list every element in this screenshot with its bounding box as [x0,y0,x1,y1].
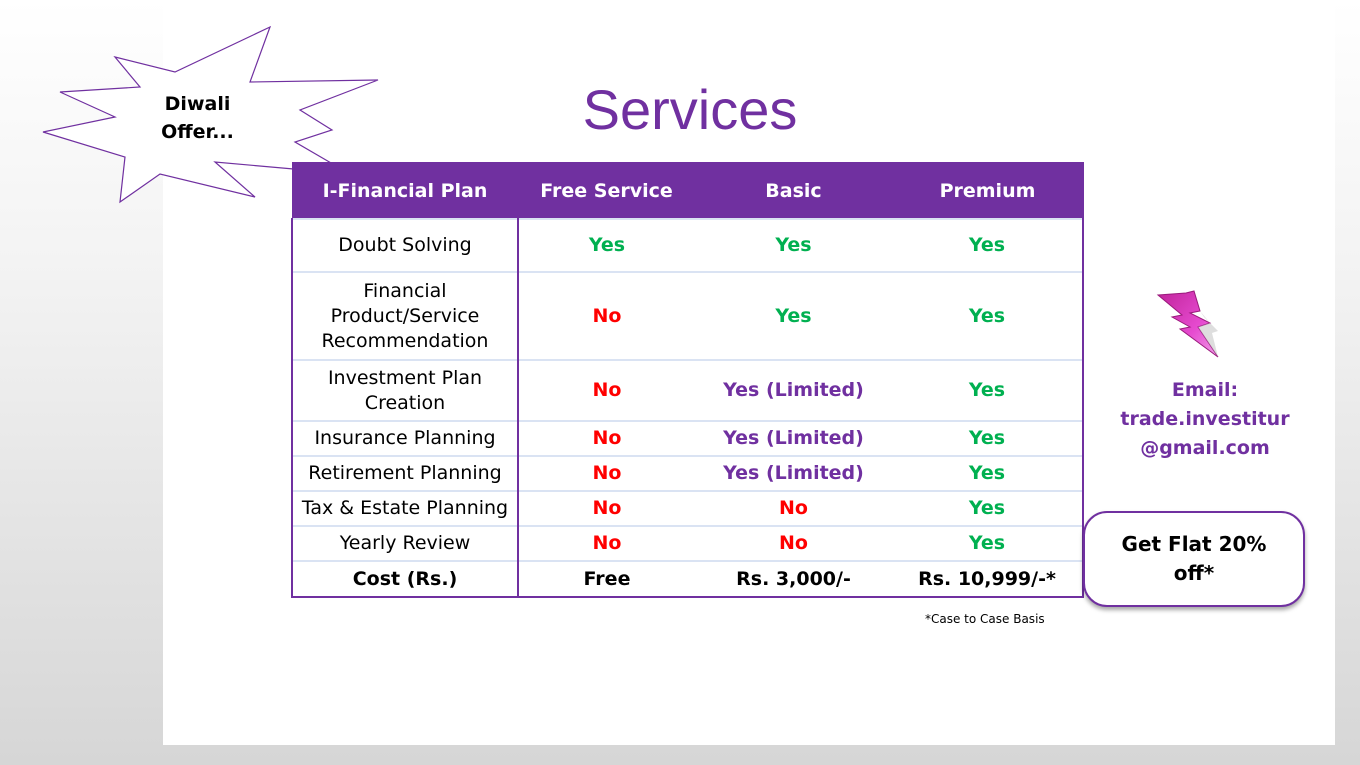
discount-offer-box [1083,511,1305,607]
feature-label-line: Cost (Rs.) [352,567,458,590]
free-service-cell: No [518,421,695,456]
table-row [292,272,1083,360]
lightning-icon [1154,287,1226,361]
table-header-row [292,163,1083,220]
feature-label-line: Creation [364,391,446,414]
contact-email [1110,376,1300,463]
premium-cell: Yes [892,219,1083,272]
free-service-cell: No [518,272,695,360]
feature-cell [292,360,518,421]
basic-cell: Rs. 3,000/- [695,561,892,597]
basic-cell: Yes (Limited) [695,421,892,456]
feature-label-line: Yearly Review [339,532,471,554]
free-service-cell: Free [518,561,695,597]
premium-cell: Yes [892,272,1083,360]
footnote: *Case to Case Basis [925,612,1045,626]
table-row [292,219,1083,272]
services-table [291,162,1084,598]
basic-cell: Yes (Limited) [695,456,892,491]
free-service-cell: No [518,491,695,526]
feature-label-line: Investment Plan [327,366,483,389]
table-row [292,360,1083,421]
feature-cell [292,456,518,491]
header-plan: I-Financial Plan [292,163,518,220]
feature-cell [292,491,518,526]
feature-label-line: Product/Service [330,304,480,327]
free-service-cell: No [518,360,695,421]
email-address-line1[interactable]: trade.investitur [1120,408,1290,430]
offer-text: Get Flat 20% off* [1121,532,1267,585]
table-row [292,491,1083,526]
feature-cell [292,561,518,597]
premium-cell: Yes [892,456,1083,491]
table-row [292,456,1083,491]
basic-cell: No [695,526,892,561]
table-row [292,421,1083,456]
table-row [292,561,1083,597]
feature-label-line: Insurance Planning [314,427,496,449]
email-address-line2[interactable]: @gmail.com [1140,437,1270,459]
basic-cell: Yes [695,219,892,272]
premium-cell: Yes [892,526,1083,561]
free-service-cell: Yes [518,219,695,272]
header-basic: Basic [695,163,892,220]
table-row [292,526,1083,561]
header-free: Free Service [518,163,695,220]
basic-cell: Yes [695,272,892,360]
free-service-cell: No [518,526,695,561]
email-label: Email: [1171,379,1239,401]
premium-cell: Rs. 10,999/-* [892,561,1083,597]
premium-cell: Yes [892,421,1083,456]
diwali-offer-label: Diwali Offer... [161,93,234,143]
feature-cell [292,421,518,456]
feature-label-line: Retirement Planning [308,462,502,484]
free-service-cell: No [518,456,695,491]
feature-label-line: Tax & Estate Planning [301,497,509,519]
basic-cell: Yes (Limited) [695,360,892,421]
feature-cell [292,219,518,272]
premium-cell: Yes [892,360,1083,421]
feature-label-line: Recommendation [321,329,489,352]
table-body [292,219,1083,597]
page-title: Services [582,78,798,141]
header-premium: Premium [892,163,1083,220]
premium-cell: Yes [892,491,1083,526]
basic-cell: No [695,491,892,526]
feature-label-line: Financial [363,279,447,302]
feature-cell [292,272,518,360]
feature-cell [292,526,518,561]
feature-label-line: Doubt Solving [338,234,472,256]
